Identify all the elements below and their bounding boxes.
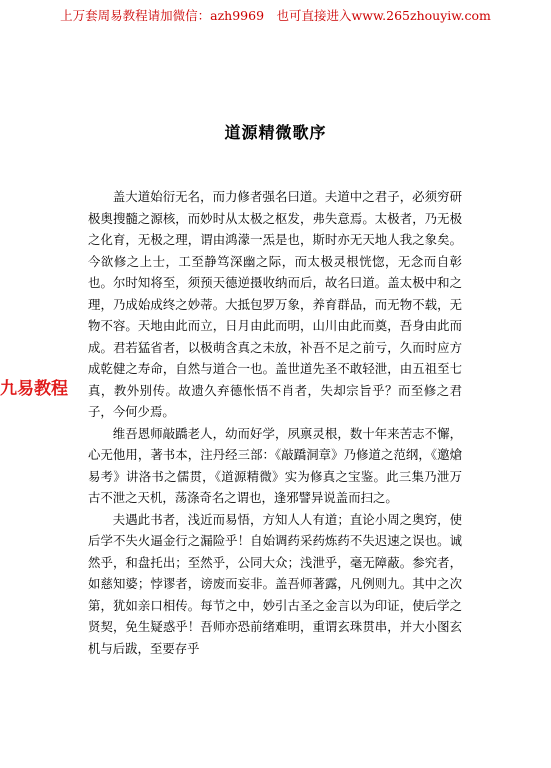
- document-title: 道源精微歌序: [224, 123, 327, 142]
- body-paragraph: 盖大道始衍无名，而力修者强名曰道。夫道中之君子，必须穷研极奥搜髓之源核，而妙时从太极之枢发，弗失意焉。太极者，乃无极之化育，无极之理，谓由鸿濛一炁是也，斯时亦无天地人我之象矣。今欲修之上士，工至静笃深幽之际，而太极灵根恍惚，无念而自彰也。尔时知将至，须预天德逆摄收纳而后，故名曰道。盖太极中和之理，乃成始成终之妙蒂。大抵包罗万象，养育群品，而无物不载，无物不容。天地由此而立，日月由此而明，山川由此而奠，吾身由此而成。君若猛省者，以极萌含真之未放，补吾不足之前亏，久而时应方成乾健之寿命，自然与道合一也。盖世道先圣不敢轻泄，由五祖至七真，教外别传。故遗久弃德怅悟不肖者，失却宗旨乎？而至修之君子，今何少焉。: [88, 189, 462, 419]
- page-header-banner: 上万套周易教程请加微信：azh9969 也可直接进入www.265zhouyiw.com: [60, 8, 491, 23]
- body-paragraph: 夫遇此书者，浅近而易悟，方知人人有道；直论小周之奥窍，使后学不失火逼金行之漏险乎！自始调药采药炼药不失迟速之误也。诚然乎，和盘托出；至然乎，公同大众；浅泄乎，毫无障蔽。参究者，如慈知婆；悖谬者，谤废而妄非。盖吾师著露，凡例则九。其中之次第，犹如亲口相传。每节之中，妙引古圣之金言以为印证，使后学之贤契，免生疑惑乎！吾师亦恐前绪难明，重谓玄珠贯串，并大小图玄机与后跋，至要存乎: [88, 511, 462, 656]
- watermark-label: 九易教程: [0, 379, 68, 399]
- body-paragraph: 维吾恩师敲蹻老人，幼而好学，夙禀灵根，数十年来苦志不懈，心无他用，著书本，注丹经三部：《敲蹻洞章》乃修道之范纲，《邀熗易考》讲洛书之儒贯，《道源精微》实为修真之宝鉴。此三集乃泄万古不泄之天机，荡涤奇名之谓也，逢邪譬异说盖而扫之。: [88, 425, 462, 505]
- document-body: [88, 186, 462, 659]
